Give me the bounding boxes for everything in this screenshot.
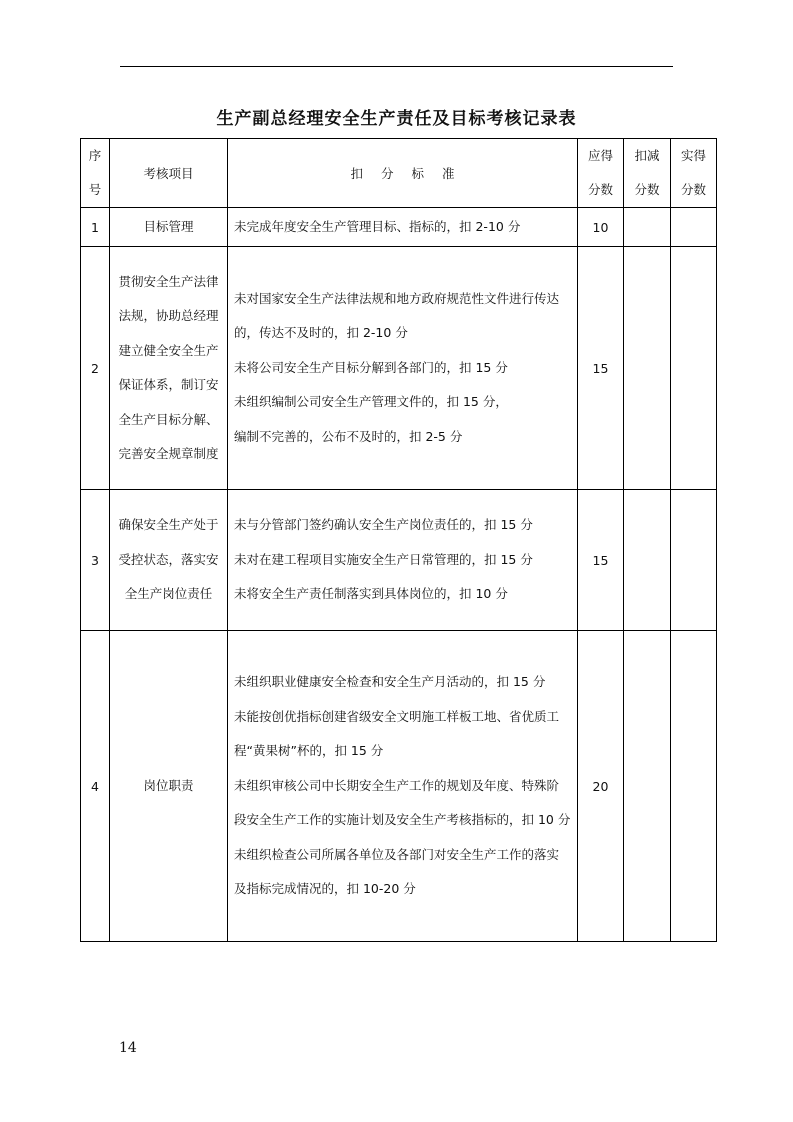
header-deduct-line2: 分数 (634, 182, 660, 197)
criteria-line: 未能按创优指标创建省级安全文明施工样板工地、省优质工程“黄果树”杯的，扣 15 分 (234, 708, 560, 759)
row-actual (671, 247, 717, 490)
criteria-line: 未将公司安全生产目标分解到各部门的，扣 15 分 (234, 359, 508, 375)
header-score-line1: 应得 (587, 148, 613, 163)
criteria-line: 未组织检查公司所属各单位及各部门对安全生产工作的落实及指标完成情况的，扣 10-20 分 (234, 846, 560, 897)
row-score: 10 (578, 208, 624, 247)
header-criteria (228, 139, 578, 208)
assessment-table (80, 138, 717, 942)
header-seq-line1: 序 (88, 148, 102, 163)
row-criteria (228, 247, 578, 490)
row-deduct (624, 631, 671, 942)
row-seq: 3 (81, 490, 110, 631)
row-actual (671, 208, 717, 247)
row-item: 目标管理 (110, 208, 228, 247)
row-seq: 4 (81, 631, 110, 942)
row-actual (671, 631, 717, 942)
header-criteria-label: 扣分标准 (350, 166, 473, 181)
row-deduct (624, 247, 671, 490)
criteria-line: 编制不完善的，公布不及时的，扣 2-5 分 (234, 428, 463, 444)
criteria-line: 未对国家安全生产法律法规和地方政府规范性文件进行传达的，传达不及时的，扣 2-10 分 (234, 290, 560, 341)
header-actual-line1: 实得 (680, 148, 706, 163)
row-criteria (228, 631, 578, 942)
row-item: 确保安全生产处于受控状态，落实安全生产岗位责任 (110, 490, 228, 631)
table-row (81, 631, 717, 942)
criteria-line: 未对在建工程项目实施安全生产日常管理的，扣 15 分 (234, 551, 533, 567)
row-item: 贯彻安全生产法律法规，协助总经理建立健全安全生产保证体系，制订安全生产目标分解、完善安全规章制度 (110, 247, 228, 490)
criteria-line: 未与分管部门签约确认安全生产岗位责任的，扣 15 分 (234, 517, 533, 533)
criteria-line: 未组织编制公司安全生产管理文件的，扣 15 分， (234, 394, 508, 410)
header-item: 考核项目 (110, 139, 228, 208)
table-row (81, 247, 717, 490)
header-seq (81, 139, 110, 208)
row-criteria (228, 490, 578, 631)
table-row (81, 490, 717, 631)
row-seq: 2 (81, 247, 110, 490)
header-deduct-line1: 扣减 (634, 148, 660, 163)
row-seq: 1 (81, 208, 110, 247)
header-rule (120, 66, 673, 67)
criteria-line: 未组织职业健康安全检查和安全生产月活动的，扣 15 分 (234, 674, 546, 690)
row-score: 15 (578, 490, 624, 631)
header-score-line2: 分数 (587, 182, 613, 197)
criteria-line: 未将安全生产责任制落实到具体岗位的，扣 10 分 (234, 586, 508, 602)
row-actual (671, 490, 717, 631)
row-item: 岗位职责 (110, 631, 228, 942)
criteria-line: 未完成年度安全生产管理目标、指标的，扣 2-10 分 (234, 218, 521, 234)
table-row (81, 208, 717, 247)
header-seq-line2: 号 (88, 182, 102, 197)
table-header-row (81, 139, 717, 208)
header-deduct (624, 139, 671, 208)
page-number: 14 (119, 1040, 137, 1056)
header-actual (671, 139, 717, 208)
header-actual-line2: 分数 (680, 182, 706, 197)
row-score: 20 (578, 631, 624, 942)
page-title: 生产副总经理安全生产责任及目标考核记录表 (216, 109, 577, 129)
criteria-line: 未组织审核公司中长期安全生产工作的规划及年度、特殊阶段安全生产工作的实施计划及安全生产考核指标的，扣 10 分 (234, 777, 571, 828)
header-score (578, 139, 624, 208)
row-deduct (624, 208, 671, 247)
row-criteria (228, 208, 578, 247)
row-deduct (624, 490, 671, 631)
row-score: 15 (578, 247, 624, 490)
